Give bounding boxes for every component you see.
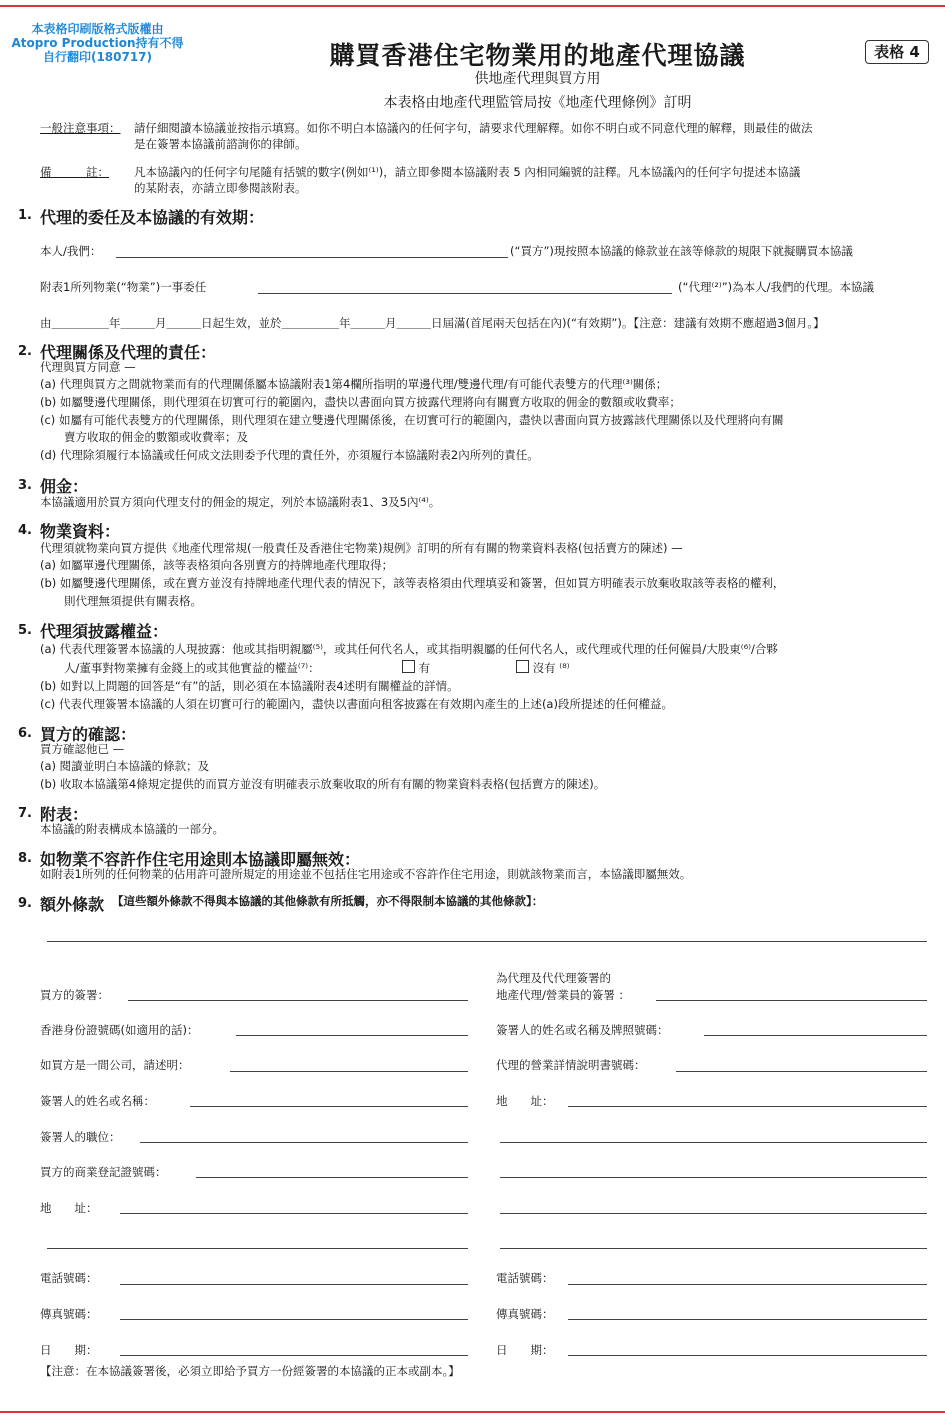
interest-yes-option[interactable] — [402, 660, 430, 676]
section-6-intro: 買方確認他已 — — [40, 742, 125, 756]
agent-signer-field[interactable] — [704, 1035, 927, 1036]
remarks-line2: 的某附表，亦請立即參閱該附表。 — [134, 181, 307, 195]
section-1-title: 代理的委任及本協議的有效期： — [40, 208, 265, 227]
interest-yes-checkbox[interactable] — [402, 660, 415, 673]
agent-date-field[interactable] — [568, 1355, 927, 1356]
agent-address-field-2[interactable] — [500, 1142, 927, 1143]
section-5-title: 代理須披露權益： — [40, 622, 169, 641]
form-issuer: 本表格由地產代理監管局按《地產代理條例》訂明 — [383, 95, 692, 111]
section-2-intro: 代理與買方同意 — — [40, 360, 136, 374]
buyer-tel-label: 電話號碼： — [40, 1271, 98, 1285]
buyer-address-field-2[interactable] — [47, 1248, 468, 1249]
buyer-fax-label: 傳真號碼： — [40, 1307, 98, 1321]
agent-tel-field[interactable] — [568, 1284, 927, 1285]
agent-address-field-5[interactable] — [500, 1248, 927, 1249]
agent-statement-field[interactable] — [676, 1071, 927, 1072]
section-9-number: 9. — [18, 896, 32, 911]
section-2-number: 2. — [18, 344, 32, 359]
section-5-number: 5. — [18, 623, 32, 638]
interest-yes-label: 有 — [418, 661, 431, 675]
section-3-title: 佣金： — [40, 477, 89, 496]
section-2-item-b: (b) 如屬雙邊代理關係，則代理須在切實可行的範圍內，盡快以書面向買方披露代理將向有關賣方收取的佣金的數額或收費率； — [40, 395, 681, 409]
form-subtitle: 供地產代理與買方用 — [474, 71, 601, 87]
interest-no-option[interactable] — [516, 660, 570, 676]
buyer-date-field[interactable] — [120, 1355, 468, 1356]
additional-terms-field[interactable] — [47, 941, 927, 942]
hkid-field[interactable] — [236, 1035, 468, 1036]
section-6-number: 6. — [18, 726, 32, 741]
copyright-notice: 本表格印刷版格式版權由Atopro Production持有不得自行翻印(180717) — [11, 22, 184, 64]
buyer-br-label: 買方的商業登記證號碼： — [40, 1165, 167, 1179]
buyer-signer-name-field[interactable] — [190, 1106, 468, 1107]
buyer-signer-title-label: 簽署人的職位： — [40, 1130, 121, 1144]
section-4-intro: 代理須就物業向買方提供《地產代理常規(一般責任及香港住宅物業)規例》訂明的所有有關的物業資料表格(包括賣方的陳述) — — [40, 541, 683, 555]
validity-period-line[interactable]: 由＿＿＿＿＿年＿＿＿月＿＿＿日起生效，並於＿＿＿＿＿年＿＿＿月＿＿＿日屆滿(首尾兩天包括在內)(“有效期”)。【注意：建議有效期不應超過3個月。】 — [40, 316, 825, 330]
section-4-item-a: (a) 如屬單邊代理關係，該等表格須向各別賣方的持牌地產代理取得； — [40, 558, 394, 572]
agent-address-field-1[interactable] — [568, 1106, 927, 1107]
form-number-badge: 表格 4 — [865, 40, 929, 64]
section-2-item-c-line2: 賣方收取的佣金的數額或收費率；及 — [64, 430, 248, 444]
general-notes-line1: 請仔細閱讀本協議並按指示填寫。如你不明白本協議內的任何字句，請要求代理解釋。如你不明白或不同意代理的解釋，則最佳的做法 — [134, 121, 813, 135]
buyer-signature-field[interactable] — [128, 1000, 468, 1001]
interest-no-label: 沒有 ⁽⁸⁾ — [532, 661, 570, 675]
agent-tel-label: 電話號碼： — [496, 1271, 554, 1285]
agent-signer-label: 簽署人的姓名或名稱及牌照號碼： — [496, 1023, 669, 1037]
buyer-date-label: 日 期： — [40, 1343, 98, 1357]
agent-signature-label-line1: 為代理及代代理簽署的 — [496, 971, 611, 985]
agent-signature-field[interactable] — [656, 1000, 927, 1001]
buyer-address-field-1[interactable] — [120, 1213, 468, 1214]
interest-no-checkbox[interactable] — [516, 660, 529, 673]
section-4-item-b-line1: (b) 如屬雙邊代理關係，或在賣方並沒有持牌地產代理代表的情況下，該等表格須由代理填妥和簽署，但如買方明確表示放棄收取該等表格的權利， — [40, 576, 785, 590]
hkid-label: 香港身份證號碼(如適用的話)： — [40, 1023, 199, 1037]
footer-note: 【注意：在本協議簽署後，必須立即給予買方一份經簽署的本協議的正本或副本。】 — [40, 1364, 460, 1378]
agent-fax-label: 傳真號碼： — [496, 1307, 554, 1321]
bottom-red-rule — [0, 1411, 945, 1413]
buyer-signature-label: 買方的簽署： — [40, 988, 109, 1002]
company-field[interactable] — [230, 1071, 468, 1072]
section-6-item-b: (b) 收取本協議第4條規定提供的而買方並沒有明確表示放棄收取的所有有關的物業資料表格(包括賣方的陳述)。 — [40, 777, 606, 791]
section-6-item-a: (a) 閱讀並明白本協議的條款；及 — [40, 759, 210, 773]
buyer-address-label: 地 址： — [40, 1201, 98, 1215]
agent-name-field[interactable] — [258, 293, 672, 294]
company-label: 如買方是一間公司，請述明： — [40, 1058, 190, 1072]
general-notes-line2: 是在簽署本協議前諮詢你的律師。 — [134, 137, 307, 151]
section-5-item-a-line2: 人/董事對物業擁有金錢上的或其他實益的權益⁽⁷⁾： — [64, 661, 320, 675]
section-7-title: 附表： — [40, 805, 89, 824]
section-5-item-a-line1: (a) 代表代理簽署本協議的人現披露：他或其指明親屬⁽⁵⁾，或其任何代名人，或其指明親屬的任何代名人，或代理或代理的任何僱員/大股東⁽⁶⁾/合夥 — [40, 642, 778, 656]
buyer-tel-field[interactable] — [120, 1284, 468, 1285]
section-5-item-c: (c) 代表代理簽署本協議的人須在切實可行的範圍內，盡快以書面向租客披露在有效期內產生的上述(a)段所提述的任何權益。 — [40, 697, 673, 711]
agent-signature-label-line2: 地產代理/營業員的簽署 ： — [496, 988, 631, 1002]
buyer-br-field[interactable] — [196, 1177, 468, 1178]
section-8-title: 如物業不容許作住宅用途則本協議即屬無效： — [40, 850, 361, 869]
section-6-title: 買方的確認： — [40, 725, 137, 744]
remarks-label: 備 註： — [40, 165, 109, 179]
section-2-item-a: (a) 代理與買方之間就物業而有的代理關係屬本協議附表1第4欄所指明的單邊代理/雙邊代理/有可能代表雙方的代理⁽³⁾關係； — [40, 377, 668, 391]
top-red-rule — [0, 5, 945, 7]
form-title: 購買香港住宅物業用的地產代理協議 — [329, 41, 746, 70]
agent-date-label: 日 期： — [496, 1343, 554, 1357]
section-7-number: 7. — [18, 806, 32, 821]
agent-address-field-3[interactable] — [500, 1177, 927, 1178]
remarks-line1: 凡本協議內的任何字句尾隨有括號的數字(例如⁽¹⁾)，請立即參閱本協議附表 5 內相同編號的註釋。凡本協議內的任何字句提述本協議 — [134, 165, 801, 179]
buyer-name-field[interactable] — [116, 257, 508, 258]
section-3-number: 3. — [18, 478, 32, 493]
section-1-line1-label: 本人/我們： — [40, 244, 102, 258]
buyer-fax-field[interactable] — [120, 1319, 468, 1320]
section-5-item-b: (b) 如對以上問題的回答是“有”的話，則必須在本協議附表4述明有關權益的詳情。 — [40, 679, 459, 693]
section-3-text: 本協議適用於買方須向代理支付的佣金的規定，列於本協議附表1、3及5內⁽⁴⁾。 — [40, 495, 441, 509]
section-8-number: 8. — [18, 851, 32, 866]
agent-fax-field[interactable] — [568, 1319, 927, 1320]
general-notes-label: 一般注意事項： — [40, 121, 121, 135]
agent-statement-label: 代理的營業詳情說明書號碼： — [496, 1058, 646, 1072]
section-7-text: 本協議的附表構成本協議的一部分。 — [40, 822, 224, 836]
section-2-title: 代理關係及代理的責任： — [40, 343, 217, 362]
section-1-line2-text: (“代理⁽²⁾”)為本人/我們的代理。本協議 — [678, 280, 875, 294]
agent-address-label: 地 址： — [496, 1094, 554, 1108]
section-9-note: 【這些額外條款不得與本協議的其他條款有所抵觸，亦不得限制本協議的其他條款】： — [112, 894, 544, 908]
agent-address-field-4[interactable] — [500, 1213, 927, 1214]
section-4-item-b-line2: 則代理無須提供有關表格。 — [64, 594, 202, 608]
section-9-title: 額外條款 — [40, 895, 105, 914]
section-4-title: 物業資料： — [40, 522, 121, 541]
section-4-number: 4. — [18, 523, 32, 538]
section-8-text: 如附表1所列的任何物業的佔用許可證所規定的用途並不包括住宅用途或不容許作住宅用途，則就該物業而言，本協議即屬無效。 — [40, 867, 692, 881]
section-1-number: 1. — [18, 208, 32, 223]
section-2-item-d: (d) 代理除須履行本協議或任何成文法則委予代理的責任外，亦須履行本協議附表2內所列的責任。 — [40, 448, 539, 462]
section-1-line2-label: 附表1所列物業(“物業”)一事委任 — [40, 280, 207, 294]
section-2-item-c-line1: (c) 如屬有可能代表雙方的代理關係，則代理須在建立雙邊代理關係後，在切實可行的範圍內，盡快以書面向買方披露該代理關係以及代理將向有關 — [40, 413, 784, 427]
buyer-signer-name-label: 簽署人的姓名或名稱： — [40, 1094, 155, 1108]
section-1-line1-text: (“買方”)現按照本協議的條款並在該等條款的規限下就擬購買本協議 — [510, 244, 853, 258]
buyer-signer-title-field[interactable] — [140, 1142, 468, 1143]
